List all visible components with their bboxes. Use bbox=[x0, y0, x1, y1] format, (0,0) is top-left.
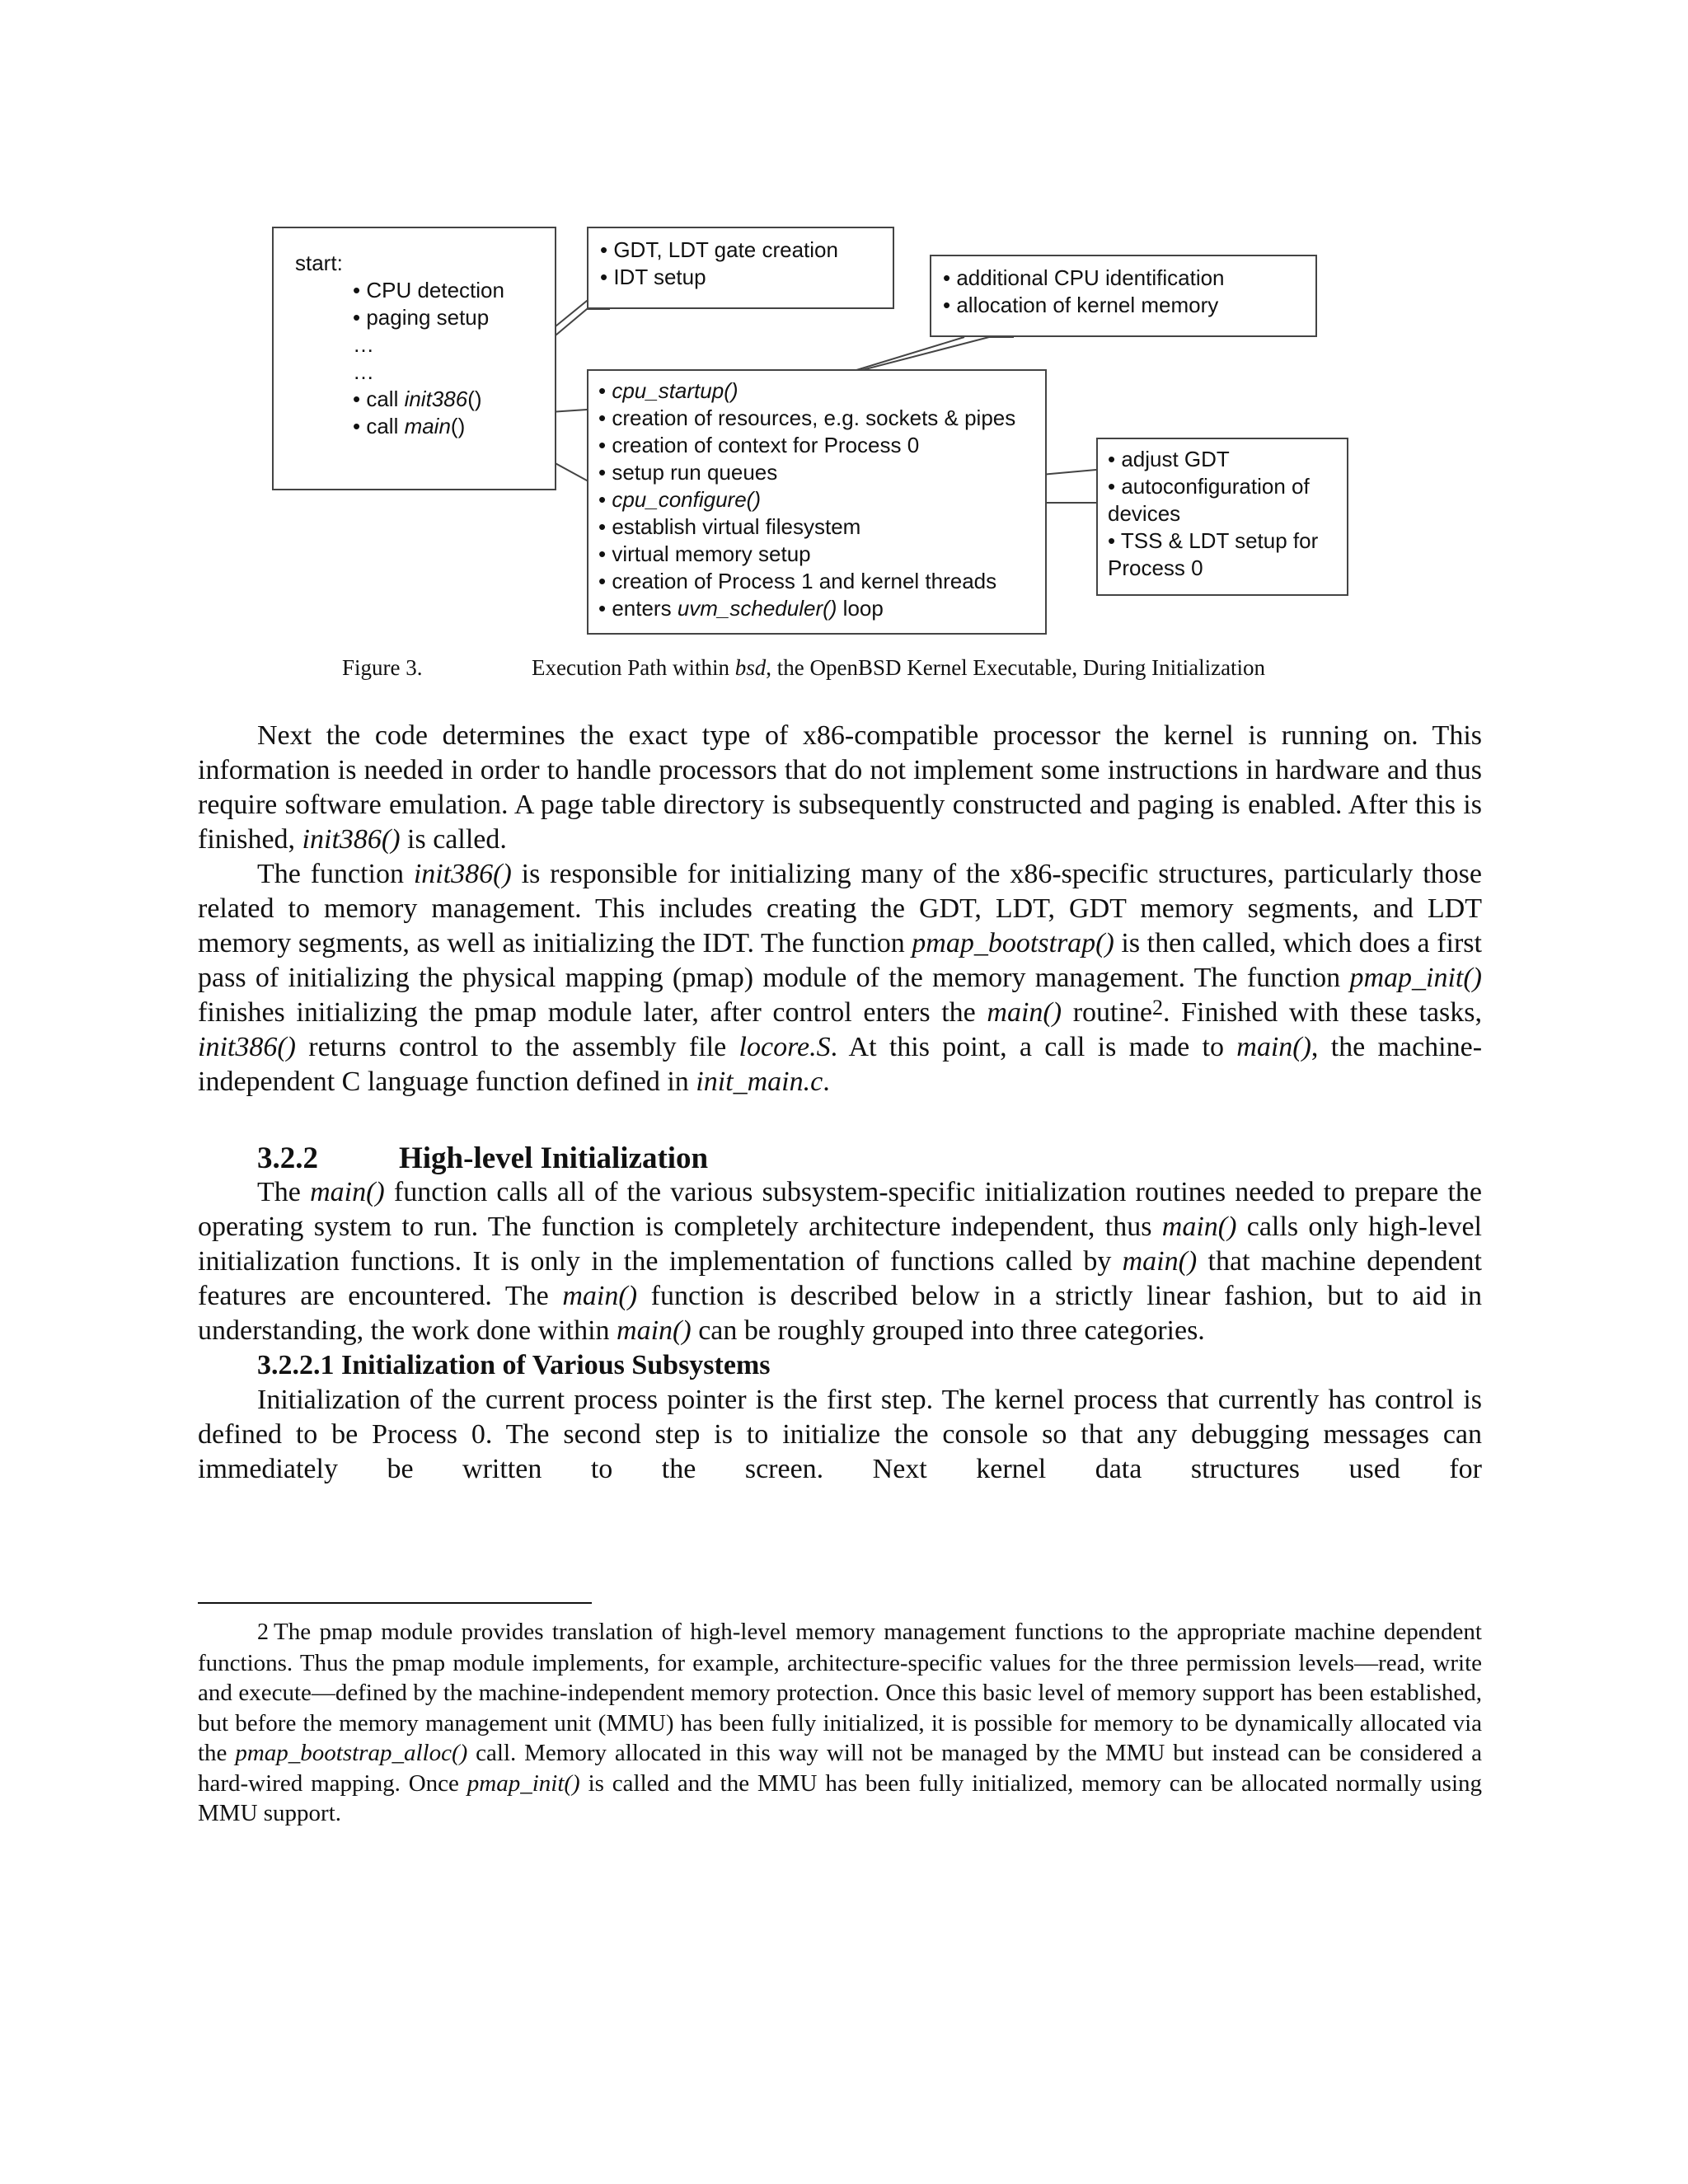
start-item-call-init386: • call init386() bbox=[353, 387, 482, 411]
start-item-ellipsis-1: … bbox=[353, 332, 374, 357]
start-item-paging-setup: • paging setup bbox=[353, 305, 490, 330]
gdt2-item-adjust: • adjust GDT bbox=[1108, 447, 1230, 471]
main-item-vm: • virtual memory setup bbox=[598, 541, 811, 566]
cpuid-item-kernel-memory: • allocation of kernel memory bbox=[943, 293, 1219, 317]
footnote-mark: 2 bbox=[257, 1619, 269, 1645]
footnote-text: 2 The pmap module provides translation of high-level memory management functions to the appropriate machine dependent functions. Thus the pmap module implements, for example, architecture-specific values for the three permission levels—read, write and execute—defined by the machine-independent memory protection. Once this basic level of memory support has been established, but before the memory management unit (MMU) has been fully initialized, it is possible for memory to be dynamically allocated via the pmap_bootstrap_alloc() call. Memory allocated in this way will not be managed by the MMU but instead can be considered a hard-wired mapping. Once pmap_init() is called and the MMU has been fully initialized, memory can be allocated normally using MMU support. bbox=[198, 1619, 1483, 1826]
gdt-item-gate-creation: • GDT, LDT gate creation bbox=[600, 237, 838, 262]
start-item-call-main: • call main() bbox=[353, 414, 466, 438]
paragraph-init386: The function init386() is responsible for initializing many of the x86-specific structures, particularly those related to memory management. This includes creating the GDT, LDT, GDT memory segments, and LDT memory segments, as well as initializing the IDT. The function pmap_bootstrap() is then called, which does a first pass of initializing the physical mapping (pmap) module of the memory management. The function pmap_init() finishes initializing the pmap module later, after control enters the main() routine$^2$. Finished with these tasks, init386() returns control to the assembly file locore.S. At this point, a call is made to main(), the machine-independent C language function defined in init_main.c. bbox=[198, 859, 1483, 1097]
cpu-identification-box bbox=[930, 255, 1317, 337]
paragraph-subsystems: Initialization of the current process pointer is the first step. The kernel process that currently has control is defined to be Process 0. The second step is to initialize the console so that any debugging messages can immediately be written to the screen. Next kernel data structures used for bbox=[198, 1385, 1482, 1484]
figure-caption bbox=[342, 655, 1414, 681]
main-item-context: • creation of context for Process 0 bbox=[598, 433, 920, 457]
start-item-cpu-detection: • CPU detection bbox=[353, 278, 504, 302]
cpu-identification-list bbox=[943, 265, 1315, 319]
footnote-divider bbox=[198, 1602, 592, 1604]
start-label: start: bbox=[295, 251, 343, 275]
start-item-ellipsis-2: … bbox=[353, 359, 374, 384]
gdt-ldt-list bbox=[600, 237, 893, 291]
paragraph-main-function: The main() function calls all of the various subsystem-specific initialization routines needed to prepare the operating system to run. The function is completely architecture independent, thus main() calls only high-level initialization functions. It is only in the implementation of functions called by main() that machine dependent features are encountered. The main() function is described below in a strictly linear fashion, but to aid in understanding, the work done within main() can be roughly grouped into three categories. bbox=[198, 1177, 1483, 1346]
section-number: 3.2.2 bbox=[257, 1141, 318, 1175]
section-heading bbox=[257, 1141, 708, 1176]
main-item-resources: • creation of resources, e.g. sockets & pipes bbox=[598, 405, 1016, 430]
body-section-2 bbox=[198, 1175, 1482, 1487]
footnote bbox=[198, 1617, 1482, 1829]
caption-text: Execution Path within bsd, the OpenBSD Kernel Executable, During Initialization bbox=[532, 655, 1266, 680]
execution-path-figure bbox=[272, 218, 1360, 639]
main-item-vfs: • establish virtual filesystem bbox=[598, 514, 861, 539]
adjust-gdt-box bbox=[1096, 438, 1348, 596]
gdt-item-idt-setup: • IDT setup bbox=[600, 265, 706, 289]
main-item-process1: • creation of Process 1 and kernel threads bbox=[598, 569, 997, 593]
gdt-ldt-box bbox=[587, 227, 894, 309]
main-item-cpu-configure: • cpu_configure() bbox=[598, 487, 761, 512]
main-box bbox=[587, 369, 1047, 635]
start-box bbox=[272, 227, 556, 490]
subsection-heading: 3.2.2.1 Initialization of Various Subsystems bbox=[257, 1350, 771, 1380]
start-list bbox=[295, 277, 555, 440]
main-item-uvm-scheduler: • enters uvm_scheduler() loop bbox=[598, 596, 884, 621]
paragraph-processor-detection: Next the code determines the exact type of x86-compatible processor the kernel is running on. This information is needed in order to handle processors that do not implement some instructions in hardware and thus require software emulation. A page table directory is subsequently constructed and paging is enabled. After this is finished, init386() is called. bbox=[198, 720, 1482, 855]
gdt2-item-autoconf: • autoconfiguration of devices bbox=[1108, 474, 1310, 526]
cpuid-item-identification: • additional CPU identification bbox=[943, 265, 1225, 290]
body-section-1 bbox=[198, 719, 1482, 1099]
main-item-cpu-startup: • cpu_startup() bbox=[598, 378, 738, 403]
adjust-gdt-list bbox=[1108, 446, 1347, 582]
gdt2-item-tss: • TSS & LDT setup for Process 0 bbox=[1108, 528, 1319, 580]
section-title: High-level Initialization bbox=[399, 1141, 709, 1175]
caption-label: Figure 3. bbox=[342, 655, 423, 680]
footnote-reference: 2 bbox=[1152, 996, 1163, 1019]
main-item-run-queues: • setup run queues bbox=[598, 460, 778, 485]
main-list bbox=[598, 377, 1045, 622]
